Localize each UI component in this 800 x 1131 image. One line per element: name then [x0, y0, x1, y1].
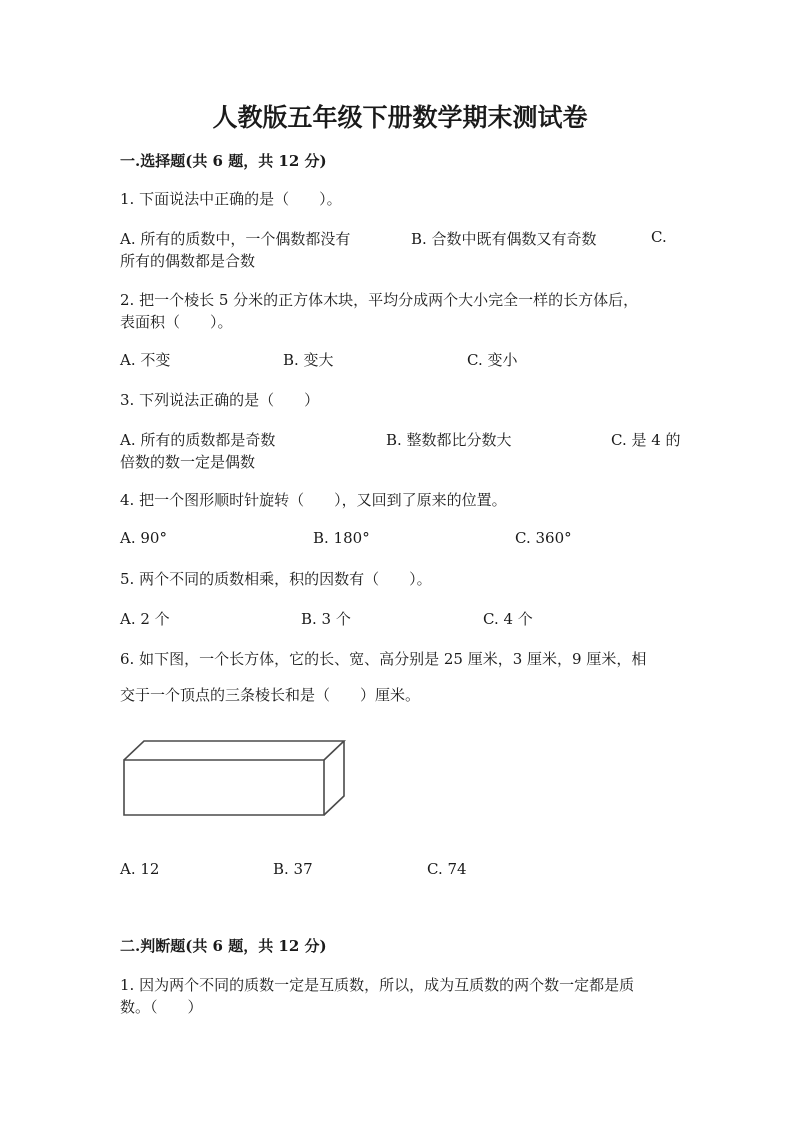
question-6-option-c: C. 74	[427, 860, 467, 878]
question-1-option-a: A. 所有的质数中，一个偶数都没有	[120, 230, 351, 248]
question-2-option-b: B. 变大	[283, 351, 334, 369]
question-4-option-b: B. 180°	[313, 529, 370, 547]
question-6-stem: 6. 如下图，一个长方体，它的长、宽、高分别是 25 厘米，3 厘米，9 厘米，相	[120, 650, 647, 668]
question-6-option-a: A. 12	[120, 860, 160, 878]
question-4-option-a: A. 90°	[120, 529, 167, 547]
question-3-option-a: A. 所有的质数都是奇数	[120, 431, 276, 449]
question-2-stem-cont: 表面积（ ）。	[120, 313, 233, 331]
question-6-option-b: B. 37	[273, 860, 313, 878]
question-1-option-b: B. 合数中既有偶数又有奇数	[411, 230, 597, 248]
section-heading-judgement: 二.判断题(共 6 题，共 12 分)	[120, 937, 327, 955]
question-5-option-b: B. 3 个	[301, 610, 351, 628]
question-1-option-c: C.	[651, 228, 667, 246]
section-heading-choice: 一.选择题(共 6 题，共 12 分)	[120, 152, 327, 170]
question-2-option-a: A. 不变	[120, 351, 171, 369]
question-2-option-c: C. 变小	[467, 351, 518, 369]
page-title: 人教版五年级下册数学期末测试卷	[212, 103, 588, 132]
cuboid-figure	[118, 738, 348, 818]
judgement-question-1-stem: 1. 因为两个不同的质数一定是互质数，所以，成为互质数的两个数一定都是质	[120, 976, 635, 994]
cuboid-front-face	[124, 760, 324, 815]
cuboid-top-face	[124, 741, 344, 760]
question-5-option-c: C. 4 个	[483, 610, 533, 628]
cuboid-side-face	[324, 741, 344, 815]
question-4-option-c: C. 360°	[515, 529, 572, 547]
question-3-stem: 3. 下列说法正确的是（ ）	[120, 391, 320, 409]
question-4-stem: 4. 把一个图形顺时针旋转（ ），又回到了原来的位置。	[120, 491, 507, 509]
judgement-question-1-stem-cont: 数。（ ）	[120, 998, 203, 1016]
question-1-stem: 1. 下面说法中正确的是（ ）。	[120, 190, 342, 208]
question-3-option-c: C. 是 4 的	[611, 431, 681, 449]
question-5-option-a: A. 2 个	[120, 610, 170, 628]
question-6-stem-cont: 交于一个顶点的三条棱长和是（ ）厘米。	[120, 686, 421, 704]
question-5-stem: 5. 两个不同的质数相乘，积的因数有（ ）。	[120, 570, 432, 588]
question-1-option-c-text: 所有的偶数都是合数	[120, 252, 256, 270]
question-3-option-c-text: 倍数的数一定是偶数	[120, 453, 256, 471]
question-2-stem: 2. 把一个棱长 5 分米的正方体木块，平均分成两个大小完全一样的长方体后，	[120, 291, 639, 309]
question-3-option-b: B. 整数都比分数大	[386, 431, 512, 449]
